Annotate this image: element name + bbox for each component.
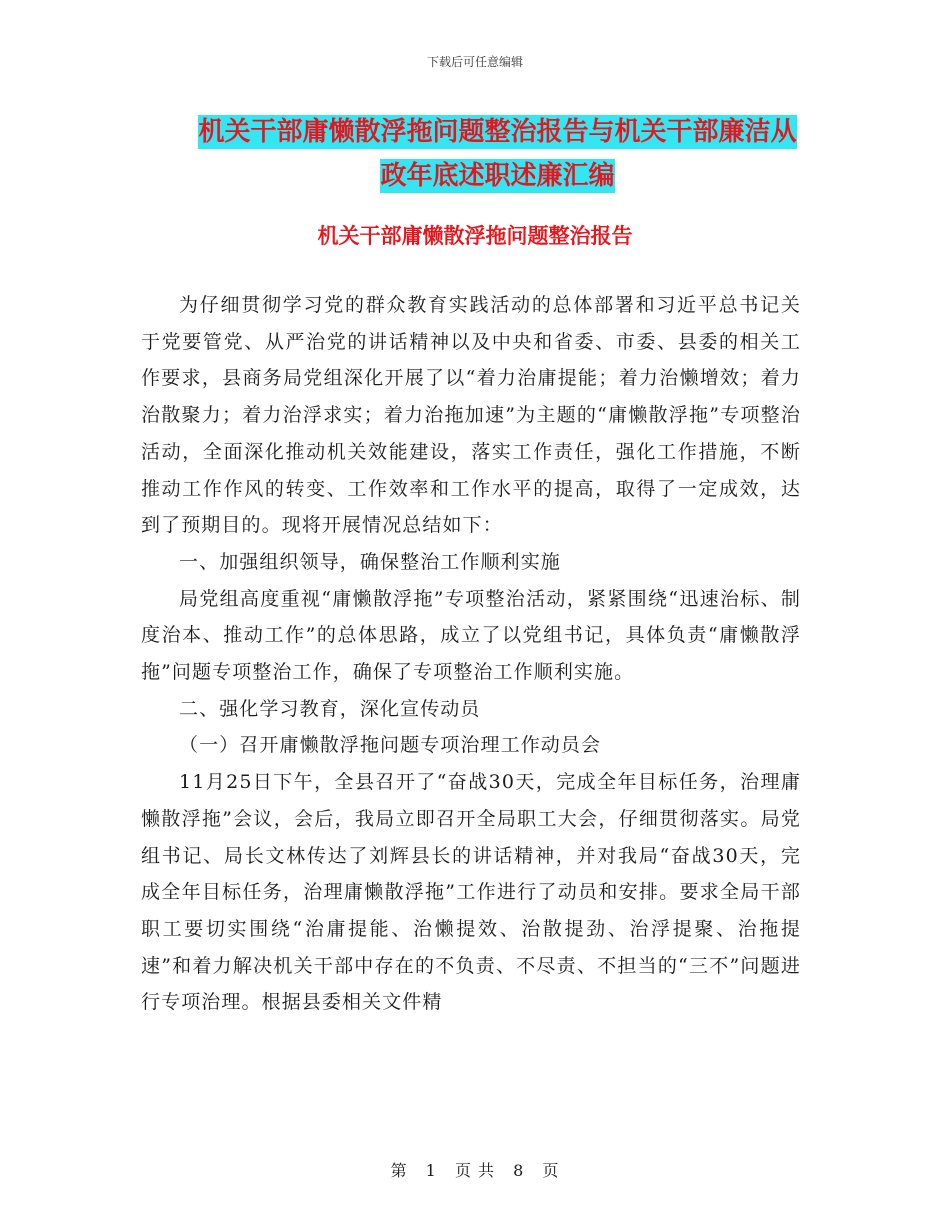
subsection-heading: （一）召开庸懒散浮拖问题专项治理工作动员会 bbox=[179, 734, 602, 757]
page-header-note: 下载后可任意编辑 bbox=[426, 55, 523, 69]
footer-suffix: 页 bbox=[542, 1161, 560, 1180]
footer-prefix: 第 bbox=[390, 1161, 408, 1180]
document-body bbox=[141, 287, 801, 1021]
footer-middle: 页 共 bbox=[454, 1161, 496, 1180]
body-paragraph: 局党组高度重视“庸懒散浮拖”专项整治活动，紧紧围绕“迅速治标、制度治本、推动工作”的总体思路，成立了以党组书记，具体负责“庸懒散浮拖”问题专项整治工作，确保了专项整治工作顺利实施。 bbox=[141, 587, 801, 684]
page-footer bbox=[0, 1158, 950, 1181]
section-heading: 二、强化学习教育，深化宣传动员 bbox=[179, 697, 481, 720]
document-title-line-1: 机关干部庸懒散浮拖问题整治报告与机关干部廉洁从 bbox=[198, 117, 797, 147]
footer-page-number: 1 bbox=[425, 1161, 437, 1180]
section-heading: 一、加强组织领导，确保整治工作顺利实施 bbox=[179, 550, 561, 573]
section-title: 机关干部庸懒散浮拖问题整治报告 bbox=[317, 224, 633, 248]
footer-total-pages: 8 bbox=[513, 1161, 525, 1180]
document-title-line-2: 政年底述职述廉汇编 bbox=[380, 161, 615, 191]
document-title bbox=[185, 110, 810, 198]
body-paragraph: 为仔细贯彻学习党的群众教育实践活动的总体部署和习近平总书记关于党要管党、从严治党的讲话精神以及中央和省委、市委、县委的相关工作要求，县商务局党组深化开展了以“着力治庸提能；着力治懒增效；着力治散聚力；着力治浮求实；着力治拖加速”为主题的“庸懒散浮拖”专项整治活动，全面深化推动机关效能建设，落实工作责任，强化工作措施，不断推动工作作风的转变、工作效率和工作水平的提高，取得了一定成效，达到了预期目的。现将开展情况总结如下： bbox=[141, 294, 801, 537]
body-paragraph: 11月25日下午，全县召开了“奋战30天，完成全年目标任务，治理庸懒散浮拖”会议，会后，我局立即召开全局职工大会，仔细贯彻落实。局党组书记、局长文林传达了刘辉县长的讲话精神，并对我局“奋战30天，完成全年目标任务，治理庸懒散浮拖”工作进行了动员和安排。要求全局干部职工要切实围绕“治庸提能、治懒提效、治散提劲、治浮提聚、治拖提速”和着力解决机关干部中存在的不负责、不尽责、不担当的“三不”问题进行专项治理。根据县委相关文件精 bbox=[141, 771, 801, 1014]
